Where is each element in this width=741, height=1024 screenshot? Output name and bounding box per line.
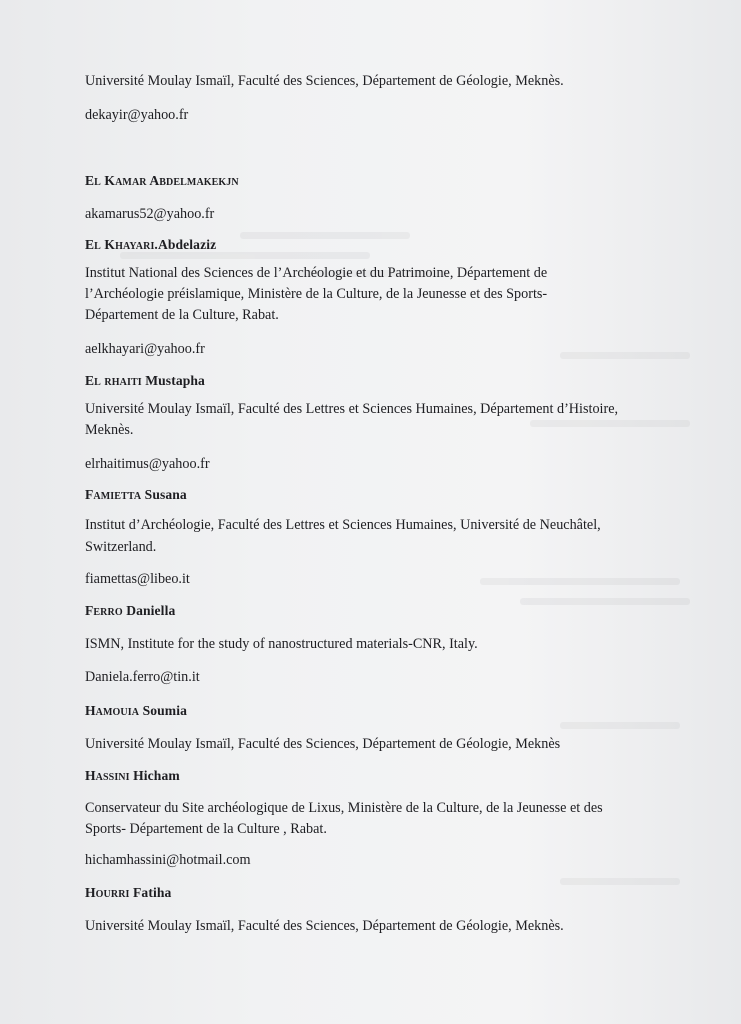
author-given-name: Susana	[144, 487, 187, 502]
author-name	[85, 767, 180, 785]
author-name	[85, 602, 175, 620]
author-given-name: Hicham	[133, 768, 180, 783]
affiliation-line: Institut d’Archéologie, Faculté des Lettres et Sciences Humaines, Université de Neuchâtel,	[85, 517, 601, 533]
email-address: aelkhayari@yahoo.fr	[85, 341, 205, 357]
email-address: fiamettas@libeo.it	[85, 571, 190, 587]
author-name	[85, 172, 239, 190]
author-name	[85, 372, 205, 390]
affiliation-line: Université Moulay Ismaïl, Faculté des Sciences, Département de Géologie, Meknès	[85, 736, 561, 752]
affiliation-line: Université Moulay Ismaïl, Faculté des Lettres et Sciences Humaines, Département d’Histoire,	[85, 401, 619, 417]
author-given-name: Daniella	[126, 603, 176, 618]
author-given-name: Abdelaziz	[157, 237, 217, 252]
author-surname: Famietta	[85, 487, 142, 502]
email-address: Daniela.ferro@tin.it	[85, 669, 200, 685]
email-address: dekayir@yahoo.fr	[85, 107, 189, 123]
author-surname: El Kamar Abdelmakekjn	[85, 173, 239, 188]
affiliation-line: Université Moulay Ismaïl, Faculté des Sciences, Département de Géologie, Meknès.	[85, 918, 564, 934]
email-address: hichamhassini@hotmail.com	[85, 852, 251, 868]
email-address: elrhaitimus@yahoo.fr	[85, 456, 210, 472]
affiliation-line: Université Moulay Ismaïl, Faculté des Sciences, Département de Géologie, Meknès.	[85, 73, 564, 89]
author-surname: Hourri	[85, 885, 130, 900]
affiliation-line: Meknès.	[85, 422, 134, 438]
author-surname: Hassini	[85, 768, 130, 783]
author-surname: Ferro	[85, 603, 123, 618]
author-name	[85, 702, 187, 720]
email-address: akamarus52@yahoo.fr	[85, 206, 215, 222]
author-name	[85, 236, 216, 254]
author-given-name: Fatiha	[133, 885, 172, 900]
affiliation-line: Sports- Département de la Culture , Rabat.	[85, 821, 327, 837]
affiliation-line: Institut National des Sciences de l’Archéologie et du Patrimoine, Département de	[85, 265, 548, 281]
author-name	[85, 486, 187, 504]
affiliation-line: Département de la Culture, Rabat.	[85, 307, 279, 323]
author-name	[85, 884, 171, 902]
affiliation-line: Conservateur du Site archéologique de Lixus, Ministère de la Culture, de la Jeunesse et des	[85, 800, 603, 816]
author-surname: Hamouia	[85, 703, 140, 718]
author-given-name: Mustapha	[145, 373, 205, 388]
affiliation-line: Switzerland.	[85, 539, 157, 555]
author-given-name: Soumia	[142, 703, 187, 718]
affiliation-line: l’Archéologie préislamique, Ministère de la Culture, de la Jeunesse et des Sports-	[85, 286, 548, 302]
author-surname: El Khayari.	[85, 237, 158, 252]
author-surname: El rhaiti	[85, 373, 142, 388]
affiliation-line: ISMN, Institute for the study of nanostructured materials-CNR, Italy.	[85, 636, 478, 652]
